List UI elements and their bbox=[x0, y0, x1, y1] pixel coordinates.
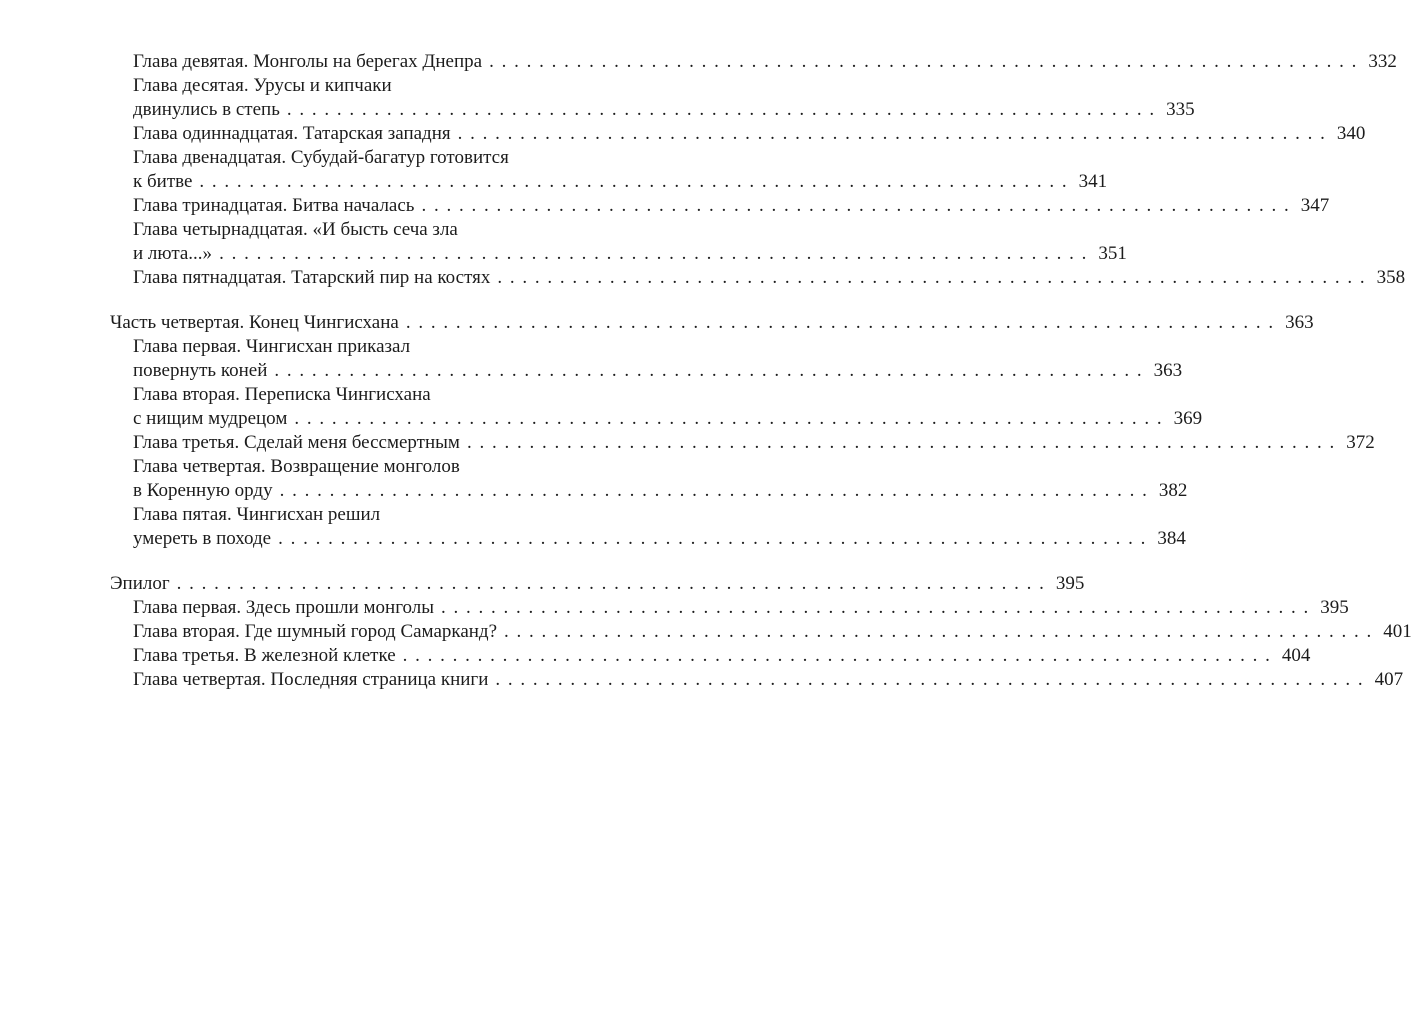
entry-title: Часть четвертая. Конец Чингисхана bbox=[110, 312, 399, 333]
dot-leader: . . . . . . . . . . . . . . . . . . . . . . . . . . . . . . . . . . . . . . . . . . . . . . . . . . . . . . . . . . . . . . . . . . . . . . bbox=[504, 621, 1373, 642]
toc-chapter-line bbox=[110, 146, 570, 170]
dot-leader: . . . . . . . . . . . . . . . . . . . . . . . . . . . . . . . . . . . . . . . . . . . . . . . . . . . . . . . . . . . . . . . . . . . . . . bbox=[421, 195, 1291, 216]
toc-chapter-line bbox=[110, 455, 570, 479]
toc-chapter-line bbox=[110, 194, 1330, 218]
entry-page-number: 395 bbox=[1055, 573, 1085, 594]
toc-chapter-line bbox=[110, 668, 1404, 692]
entry-page-number: 347 bbox=[1300, 195, 1330, 216]
toc-chapter-line bbox=[110, 479, 1188, 503]
dot-leader: . . . . . . . . . . . . . . . . . . . . . . . . . . . . . . . . . . . . . . . . . . . . . . . . . . . . . . . . . . . . . . . . . . . . . . bbox=[405, 312, 1275, 333]
entry-title: Глава четвертая. Возвращение монголов bbox=[133, 456, 460, 477]
entry-page-number: 372 bbox=[1346, 432, 1375, 453]
toc-chapter-line bbox=[110, 407, 1203, 431]
entry-title: Глава пятнадцатая. Татарский пир на костях bbox=[133, 267, 491, 288]
entry-page-number: 369 bbox=[1173, 408, 1203, 429]
entry-page-number: 382 bbox=[1158, 480, 1188, 501]
entry-page-number: 363 bbox=[1285, 312, 1314, 333]
toc-part-line bbox=[110, 572, 1085, 596]
toc-chapter-line bbox=[110, 122, 1366, 146]
entry-title: Эпилог bbox=[110, 573, 170, 594]
entry-title: в Коренную орду bbox=[133, 480, 273, 501]
entry-title: с нищим мудрецом bbox=[133, 408, 288, 429]
entry-page-number: 358 bbox=[1376, 267, 1406, 288]
dot-leader: . . . . . . . . . . . . . . . . . . . . . . . . . . . . . . . . . . . . . . . . . . . . . . . . . . . . . . . . . . . . . . . . . . . . . . bbox=[489, 51, 1358, 72]
entry-title: Глава вторая. Где шумный город Самарканд? bbox=[133, 621, 498, 642]
toc-chapter-line bbox=[110, 335, 570, 359]
toc-chapter-line bbox=[110, 620, 1412, 644]
entry-title: Глава вторая. Переписка Чингисхана bbox=[133, 384, 431, 405]
entry-page-number: 395 bbox=[1320, 597, 1349, 618]
dot-leader: . . . . . . . . . . . . . . . . . . . . . . . . . . . . . . . . . . . . . . . . . . . . . . . . . . . . . . . . . . . . . . . . . . . . . . bbox=[402, 645, 1272, 666]
entry-title: Глава девятая. Монголы на берегах Днепра bbox=[133, 51, 483, 72]
entry-page-number: 351 bbox=[1098, 243, 1127, 264]
dot-leader: . . . . . . . . . . . . . . . . . . . . . . . . . . . . . . . . . . . . . . . . . . . . . . . . . . . . . . . . . . . . . . . . . . . . . . bbox=[176, 573, 1046, 594]
toc-chapter-line bbox=[110, 431, 1375, 455]
entry-page-number: 340 bbox=[1336, 123, 1366, 144]
entry-title: повернуть коней bbox=[133, 360, 268, 381]
entry-title: Глава пятая. Чингисхан решил bbox=[133, 504, 381, 525]
toc-chapter-line bbox=[110, 74, 570, 98]
dot-leader: . . . . . . . . . . . . . . . . . . . . . . . . . . . . . . . . . . . . . . . . . . . . . . . . . . . . . . . . . . . . . . . . . . . . . . bbox=[219, 243, 1088, 264]
entry-page-number: 404 bbox=[1281, 645, 1311, 666]
entry-title: Глава первая. Здесь прошли монголы bbox=[133, 597, 435, 618]
toc-chapter-line bbox=[110, 503, 570, 527]
toc-chapter-line bbox=[110, 170, 1108, 194]
toc-chapter-line bbox=[110, 359, 1183, 383]
toc-chapter-line bbox=[110, 98, 1195, 122]
entry-title: Глава третья. В железной клетке bbox=[133, 645, 396, 666]
toc-chapter-line bbox=[110, 218, 570, 242]
toc-chapter-line bbox=[110, 266, 1406, 290]
entry-title: Глава одиннадцатая. Татарская западня bbox=[133, 123, 451, 144]
entry-page-number: 407 bbox=[1374, 669, 1404, 690]
dot-leader: . . . . . . . . . . . . . . . . . . . . . . . . . . . . . . . . . . . . . . . . . . . . . . . . . . . . . . . . . . . . . . . . . . . . . . bbox=[466, 432, 1336, 453]
toc-chapter-line bbox=[110, 527, 1186, 551]
entry-title: и люта...» bbox=[133, 243, 213, 264]
dot-leader: . . . . . . . . . . . . . . . . . . . . . . . . . . . . . . . . . . . . . . . . . . . . . . . . . . . . . . . . . . . . . . . . . . . . . . bbox=[497, 267, 1367, 288]
toc-chapter-line bbox=[110, 50, 1397, 74]
dot-leader: . . . . . . . . . . . . . . . . . . . . . . . . . . . . . . . . . . . . . . . . . . . . . . . . . . . . . . . . . . . . . . . . . . . . . . bbox=[274, 360, 1144, 381]
dot-leader: . . . . . . . . . . . . . . . . . . . . . . . . . . . . . . . . . . . . . . . . . . . . . . . . . . . . . . . . . . . . . . . . . . . . . . bbox=[286, 99, 1156, 120]
entry-page-number: 384 bbox=[1157, 528, 1186, 549]
toc-chapter-line bbox=[110, 242, 1127, 266]
entry-page-number: 401 bbox=[1383, 621, 1412, 642]
toc-chapter-line bbox=[110, 383, 570, 407]
entry-page-number: 332 bbox=[1368, 51, 1397, 72]
dot-leader: . . . . . . . . . . . . . . . . . . . . . . . . . . . . . . . . . . . . . . . . . . . . . . . . . . . . . . . . . . . . . . . . . . . . . . bbox=[294, 408, 1164, 429]
toc-part-line bbox=[110, 311, 1314, 335]
dot-leader: . . . . . . . . . . . . . . . . . . . . . . . . . . . . . . . . . . . . . . . . . . . . . . . . . . . . . . . . . . . . . . . . . . . . . . bbox=[441, 597, 1310, 618]
dot-leader: . . . . . . . . . . . . . . . . . . . . . . . . . . . . . . . . . . . . . . . . . . . . . . . . . . . . . . . . . . . . . . . . . . . . . . bbox=[199, 171, 1069, 192]
dot-leader: . . . . . . . . . . . . . . . . . . . . . . . . . . . . . . . . . . . . . . . . . . . . . . . . . . . . . . . . . . . . . . . . . . . . . . bbox=[279, 480, 1149, 501]
table-of-contents bbox=[110, 50, 1412, 692]
entry-title: Глава третья. Сделай меня бессмертным bbox=[133, 432, 460, 453]
entry-title: двинулись в степь bbox=[133, 99, 280, 120]
entry-page-number: 341 bbox=[1078, 171, 1108, 192]
entry-page-number: 335 bbox=[1166, 99, 1195, 120]
entry-title: к битве bbox=[133, 171, 193, 192]
dot-leader: . . . . . . . . . . . . . . . . . . . . . . . . . . . . . . . . . . . . . . . . . . . . . . . . . . . . . . . . . . . . . . . . . . . . . . bbox=[278, 528, 1147, 549]
dot-leader: . . . . . . . . . . . . . . . . . . . . . . . . . . . . . . . . . . . . . . . . . . . . . . . . . . . . . . . . . . . . . . . . . . . . . . bbox=[457, 123, 1327, 144]
entry-title: Глава двенадцатая. Субудай-багатур готовится bbox=[133, 147, 509, 168]
entry-title: Глава четвертая. Последняя страница книги bbox=[133, 669, 489, 690]
entry-title: Глава четырнадцатая. «И бысть сеча зла bbox=[133, 219, 458, 240]
entry-title: Глава десятая. Урусы и кипчаки bbox=[133, 75, 392, 96]
entry-title: умереть в походе bbox=[133, 528, 272, 549]
toc-chapter-line bbox=[110, 644, 1311, 668]
entry-page-number: 363 bbox=[1153, 360, 1183, 381]
toc-chapter-line bbox=[110, 596, 1349, 620]
dot-leader: . . . . . . . . . . . . . . . . . . . . . . . . . . . . . . . . . . . . . . . . . . . . . . . . . . . . . . . . . . . . . . . . . . . . . . bbox=[495, 669, 1365, 690]
entry-title: Глава тринадцатая. Битва началась bbox=[133, 195, 415, 216]
entry-title: Глава первая. Чингисхан приказал bbox=[133, 336, 411, 357]
